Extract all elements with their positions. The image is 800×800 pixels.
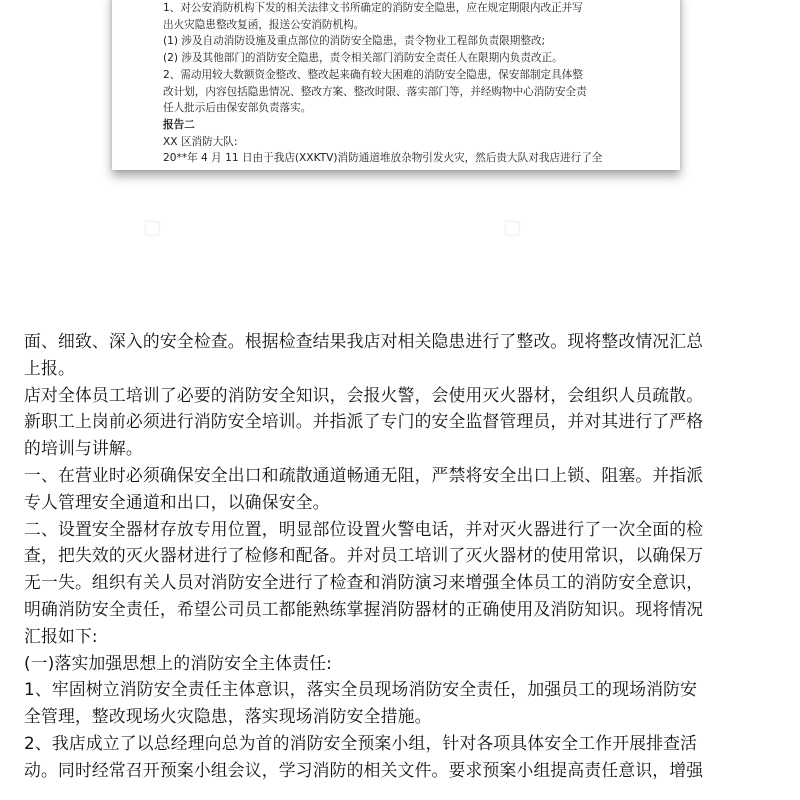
section-heading: 报告二 — [163, 118, 195, 131]
text-line: 面、细致、深入的安全检查。根据检查结果我店对相关隐患进行了整改。现将整改情况汇总 — [24, 331, 704, 351]
text-line: 全管理，整改现场火灾隐患，落实现场消防安全措施。 — [24, 706, 432, 727]
text-line: 20**年 4 月 11 日由于我店(XXKTV)消防通道堆放杂物引发火灾，然后贵大队对我店进行了全 — [163, 152, 603, 165]
text-line: 任人批示后由保安部负责落实。 — [163, 102, 312, 115]
text-line: 无一失。组织有关人员对消防安全进行了检查和消防演习来增强全体员工的消防安全意识， — [24, 572, 704, 593]
text-line: 2、需动用较大数额资金整改、整改起来确有较大困难的消防安全隐患，保安部制定具体整 — [163, 68, 583, 81]
watermark: ◇ — [491, 206, 530, 247]
text-line: 1、对公安消防机构下发的相关法律文书所确定的消防安全隐患，应在规定期限内改正并写 — [163, 2, 583, 14]
text-line: 汇报如下: — [24, 625, 98, 646]
document-preview-card — [112, 0, 680, 170]
text-line: 动。同时经常召开预案小组会议，学习消防的相关文件。要求预案小组提高责任意识，增强 — [24, 759, 704, 780]
preview-text — [163, 0, 602, 167]
text-line: 上报。 — [24, 357, 75, 378]
text-line: 二、设置安全器材存放专用位置，明显部位设置火警电话，并对灭火器进行了一次全面的检 — [24, 518, 704, 539]
text-line: (1) 涉及自动消防设施及重点部位的消防安全隐患，责令物业工程部负责限期整改; — [163, 35, 546, 48]
text-line: (2) 涉及其他部门的消防安全隐患，责令相关部门消防安全责任人在限期内负责改正。 — [163, 52, 563, 65]
text-line: 2、我店成立了以总经理向总为首的消防安全预案小组，针对各项具体安全工作开展排查活 — [24, 732, 698, 753]
text-line: 出火灾隐患整改复函，报送公安消防机构。 — [163, 18, 365, 31]
text-line: 改计划，内容包括隐患情况、整改方案、整改时限、落实部门等，并经购物中心消防安全责 — [163, 85, 587, 98]
text-line: 明确消防安全责任，希望公司员工都能熟练掌握消防器材的正确使用及消防知识。现将情况 — [24, 598, 704, 619]
text-line: 1、牢固树立消防安全责任主体意识，落实全员现场消防安全责任，加强员工的现场消防安 — [24, 679, 698, 700]
text-line: 新职工上岗前必须进行消防安全培训。并指派了专门的安全监督管理员，并对其进行了严格 — [24, 411, 704, 432]
text-line: 店对全体员工培训了必要的消防安全知识，会报火警，会使用灭火器材，会组织人员疏散。 — [24, 384, 704, 405]
text-line: (一)落实加强思想上的消防安全主体责任: — [24, 652, 333, 673]
text-line: 专人管理安全通道和出口，以确保安全。 — [24, 491, 330, 512]
text-line: XX 区消防大队: — [163, 135, 238, 148]
text-line: 查，把失效的灭火器材进行了检修和配备。并对员工培训了灭火器材的使用常识，以确保万 — [24, 545, 704, 566]
text-line: 一、在营业时必须确保安全出口和疏散通道畅通无阻，严禁将安全出口上锁、阻塞。并指派 — [24, 464, 704, 485]
text-line: 的培训与讲解。 — [24, 438, 143, 459]
watermark: ◇ — [131, 206, 170, 247]
document-body — [24, 328, 703, 784]
